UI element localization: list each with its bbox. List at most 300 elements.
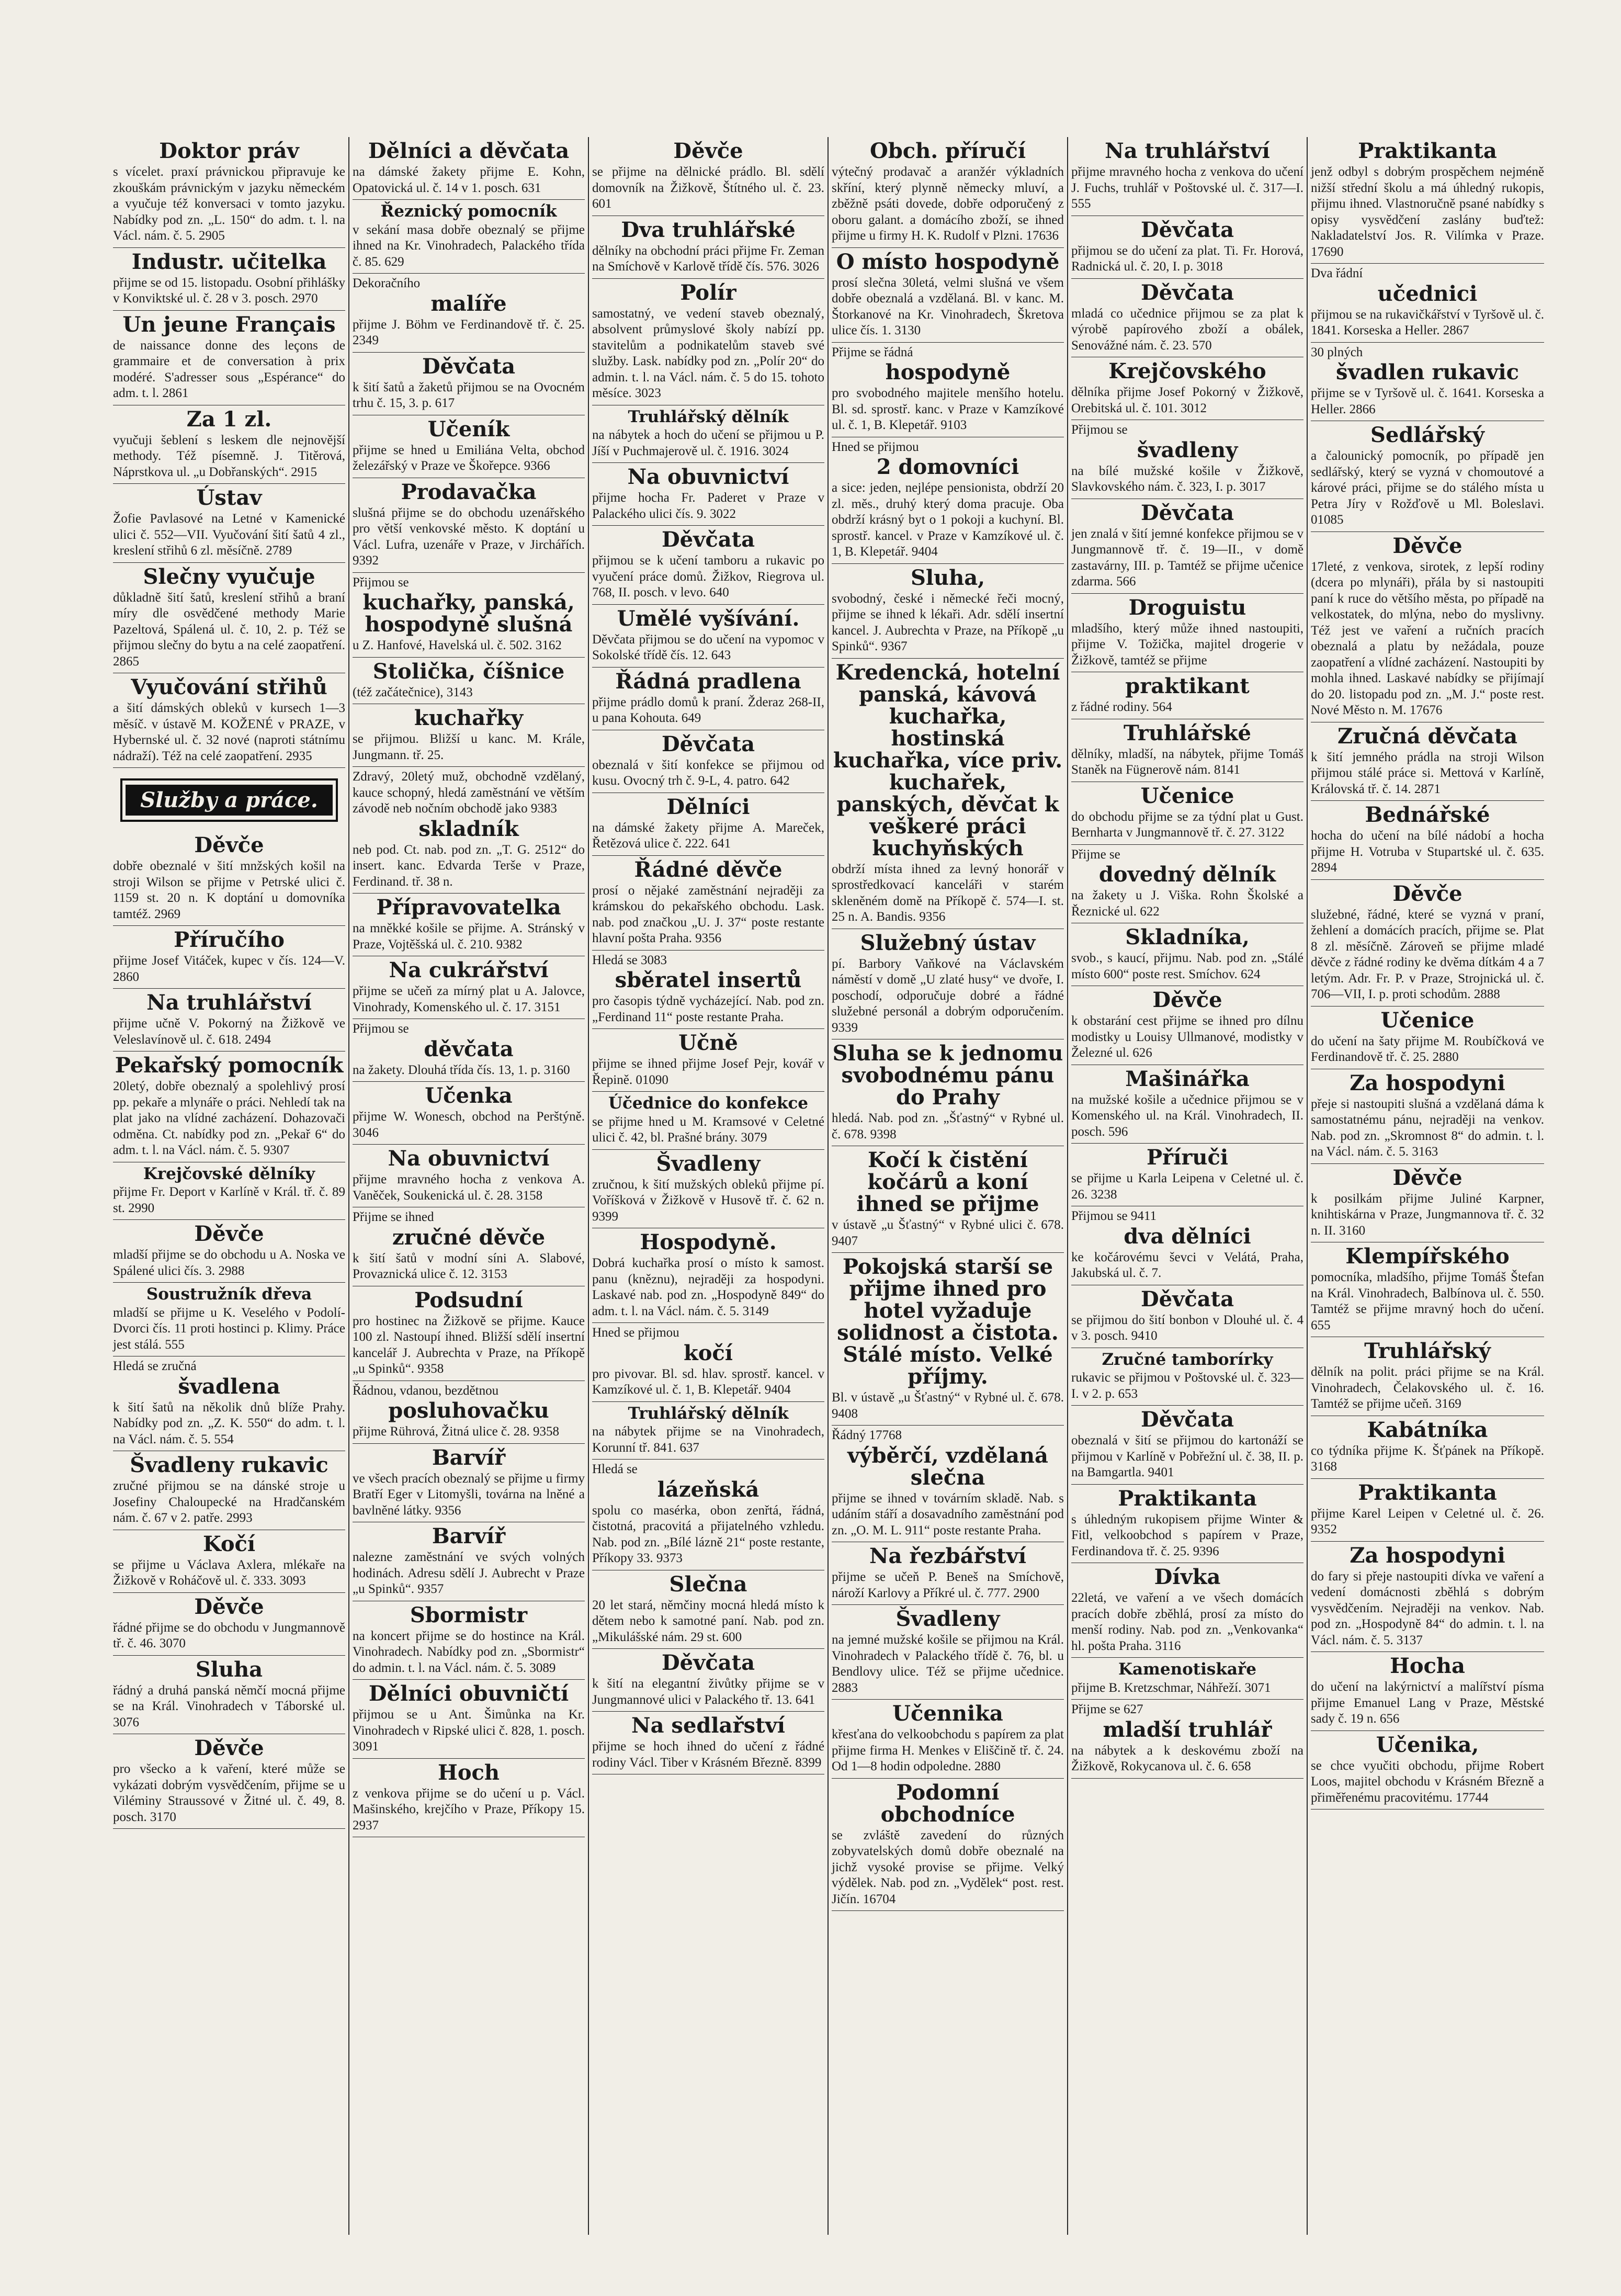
ad-text: na mužské košile a učednice přijmou se v Komenského ul. na Král. Vinohradech, II. posch. 596 [1071, 1092, 1303, 1139]
ad-heading: Kamenotiskaře [1118, 1660, 1256, 1679]
classified-ad [1071, 845, 1303, 924]
ad-text: k šití na elegantní živůtky přijme se v Jungmannové ulici v Palackého tř. 13. 641 [592, 1677, 824, 1707]
ad-heading: Učně [678, 1031, 738, 1056]
ad-heading: Zručná děvčata [1337, 723, 1517, 749]
classified-ad [1311, 880, 1544, 1006]
classified-ad [113, 1220, 345, 1283]
ad-text: ve všech pracích obeznalý se přijme u firmy Bratří Eger v Litomyšli, továrna na lněné a bavlněné látky. 9356 [353, 1471, 585, 1518]
classified-ad [832, 1542, 1064, 1605]
classified-ad [1311, 1731, 1544, 1810]
ad-text: přijme Karel Leipen v Celetné ul. č. 26. 9352 [1311, 1506, 1544, 1536]
classified-ad [592, 951, 824, 1030]
classified-ad [353, 1680, 585, 1759]
ad-heading: sběratel insertů [615, 968, 802, 993]
ad-heading: Industr. učitelka [131, 249, 327, 274]
classified-ad [1311, 1337, 1544, 1416]
ad-heading: Děvčata [1140, 1407, 1234, 1432]
classified-ad [113, 248, 345, 311]
ad-text: 17leté, z venkova, sirotek, z lepší rodiny (dcera po mlynáři), přála by si nastoupiti paní k ruce do většího města, po případě na velkostatek, do mlýna, nebo do myslivny. Též jest ve vaření a ručních pracích obeznalá a platu by nežádala, pouze zaopatření a vlídné zacházení. Nastoupiti by mohla ihned. Laskavé nabídky se přijímají do 20. listopadu pod zn. „M. J.“ poste rest. Nové Město n. M. 17676 [1311, 559, 1544, 717]
ad-text: obeznalá v šití se přijmou do kartonáží se přijmou v Karlíně v Pobřežní ul. č. 38, II. p. na Bamgartla. 9401 [1071, 1433, 1303, 1480]
classified-ad [353, 415, 585, 478]
classified-ad [832, 1426, 1064, 1542]
ad-text: dělníky na obchodní práci přijme Fr. Zeman na Smíchově v Karlově třídě čís. 576. 3026 [592, 243, 824, 274]
ad-text: vyučuji šeblení s leskem dle nejnovější methody. Též písemně. J. Titěrová, Náprstkova ul. „u Dobřanských“. 2915 [113, 433, 345, 479]
ad-text: k šití jemného prádla na stroji Wilson přijmou stálé práce si. Mettová v Karlíně, Královská tř. č. 14. 2871 [1311, 750, 1544, 796]
classified-ad [592, 1029, 824, 1092]
ad-heading: Na řezbářství [869, 1544, 1027, 1568]
ad-text: mladšího, který může ihned nastoupiti, přijme V. Tožička, majitel drogerie v Žižkově, tamtéž se přijme [1071, 621, 1303, 668]
classified-ad [592, 1228, 824, 1323]
ad-text: 22letá, ve vaření a ve všech domácích pracích dobře zběhlá, prosí za místo do menší rodiny. Nab. pod zn. „Venkovanka“ hl. pošta Praha. 3116 [1071, 1591, 1303, 1653]
ad-heading: Truhlářský dělník [628, 1404, 789, 1423]
ad-heading: lázeňská [657, 1477, 760, 1502]
ad-heading: Děvčata [1140, 217, 1234, 242]
ad-heading: švadlena [178, 1374, 280, 1399]
ad-text: pro svobodného majitele menšího hotelu. Bl. sd. sprostř. kanc. v Praze v Kamzíkové ul. č. 1, B. Klepetář. 9103 [832, 386, 1064, 432]
ad-text: k obstarání cest přijme se ihned pro dílnu modistky u Louisy Ullmanové, modistky v Železné ul. 626 [1071, 1014, 1303, 1060]
classified-ad [1071, 1144, 1303, 1206]
ad-text: s vícelet. praxí právnickou připravuje ke zkouškám právnickým v jazyku německém a vyučuje též konversaci v tomto jazyku. Nabídky pod zn. „L. 150“ do adm. t. l. na Václ. nám. č. 5. 2905 [113, 165, 345, 243]
ad-heading: kuchařky, panská, hospodyně slušná [362, 590, 575, 637]
classified-ad [1311, 421, 1544, 532]
ad-text: Děvčata přijmou se do učení na vypomoc v Sokolské třídě čís. 12. 643 [592, 632, 824, 663]
ad-text: dělníky, mladší, na nábytek, přijme Tomáš Staněk na Fügnerově nám. 8141 [1071, 747, 1303, 777]
classified-ad [353, 353, 585, 415]
ad-heading: Sluha, [910, 565, 985, 590]
ad-heading: Učenice [1380, 1008, 1475, 1033]
ad-text: nalezne zaměstnání ve svých volných hodinách. Adresu sdělí J. Aubrecht v Praze „u Spinků“. 9357 [353, 1550, 585, 1597]
classified-ad [592, 1712, 824, 1774]
classified-ad [1071, 420, 1303, 499]
ad-heading: Truhlářský [1364, 1339, 1491, 1363]
ad-heading: Děvče [1392, 881, 1463, 906]
ad-lead: Přijmou se [353, 1022, 409, 1036]
ad-text: do fary si přeje nastoupiti dívka ve vaření a vedení domácnosti zběhlá s dobrým vysvědčením. Nejraději na venkov. Nab. pod zn. „Hospodyně 84“ do admin. t. l. na Václ. nám. č. 5. 3137 [1311, 1569, 1544, 1647]
ad-text: se přijme na dělnické prádlo. Bl. sdělí domovník na Žižkově, Štítného ul. č. 23. 601 [592, 165, 824, 211]
ad-text: na nábytek přijme se na Vinohradech, Korunní tř. 841. 637 [592, 1424, 824, 1455]
ad-heading: hospodyně [885, 360, 1011, 384]
ad-lead: Přijmou se [1071, 423, 1128, 437]
classified-ad [1071, 923, 1303, 986]
classified-ad [113, 1656, 345, 1735]
classified-ad [1071, 719, 1303, 782]
ad-text: prosí o nějaké zaměstnání nejraději za krámskou do pekařského obchodu. Lask. nab. pod značkou „U. J. 37“ poste restante hlavní pošta Praha. 9356 [592, 883, 824, 946]
ad-heading: Příruči [1146, 1145, 1229, 1170]
ad-text: Bl. v ústavě „u Šťastný“ v Rybné ul. č. 678. 9408 [832, 1390, 1064, 1421]
classified-ad [1311, 1164, 1544, 1243]
classified-ad [832, 1700, 1064, 1779]
ad-text: jenž odbyl s dobrým prospěchem nejméně nižší střední školu a má úhledný rukopis, přijmu ihned. Vlastnoručně psané nabídky s opisy vysvědčení zaslány buďtež: Nakladatelství Jos. R. Vilímka v Praze. 17690 [1311, 165, 1544, 259]
ad-text: se přijme u Karla Leipena v Celetné ul. č. 26. 3238 [1071, 1171, 1303, 1202]
ad-text: se přijmou do šití bonbon v Dlouhé ul. č. 4 v 3. posch. 9410 [1071, 1313, 1303, 1343]
ad-heading: Děvčata [1140, 1286, 1234, 1311]
ad-heading: Krejčovské dělníky [143, 1164, 315, 1183]
ad-text: mladší se přijme u K. Veselého v Podolí-Dvorci čís. 11 proti hostinci p. Klimy. Práce jest stálá. 555 [113, 1305, 345, 1352]
ad-heading: Řádná pradlena [615, 669, 801, 694]
ad-heading: Za hospodyni [1350, 1543, 1505, 1568]
ad-text: hledá. Nab. pod zn. „Šťastný“ v Rybné ul. č. 678. 9398 [832, 1111, 1064, 1141]
classified-ad [1071, 499, 1303, 594]
ad-text: důkladně šití šatů, kreslení střihů a braní míry dle osvědčené methody Marie Pazeltová, Spálená ul. č. 10, 2. p. Též se přijmou slečny do bytu a na celé zaopatření. 2865 [113, 590, 345, 669]
classified-ad [1311, 722, 1544, 801]
ad-text: dělník na polit. práci přijme se na Král. Vinohradech, Čelakovského ul. č. 16. Tamtéž se přijme učeň. 3169 [1311, 1365, 1544, 1411]
ad-lead: Přijmou se [353, 575, 409, 590]
ad-text: přijme se od 15. listopadu. Osobní přihlášky v Konviktské ul. č. 28 v 3. posch. 2970 [113, 275, 345, 306]
ad-heading: kočí [684, 1340, 733, 1365]
classified-ad [353, 704, 585, 767]
classified-ad [832, 1253, 1064, 1426]
ad-text: pomocníka, mladšího, přijme Tomáš Štefan na Král. Vinohradech, Balbínova ul. č. 550. Tamtéž se přijme mravný hoch do učení. 655 [1311, 1270, 1544, 1332]
ad-heading: Kočí k čistění kočárů a koní ihned se přijme [856, 1148, 1039, 1216]
ad-text: neb pod. Ct. nab. pod zn. „T. G. 2512“ do insert. kanc. Edvarda Terše v Praze, Ferdinand. tř. 38 n. [353, 842, 585, 889]
classified-ad [353, 893, 585, 956]
ad-text: přijme se ihned přijme Josef Pejr, kovář v Řepině. 01090 [592, 1057, 824, 1087]
ad-heading: Mašinářka [1125, 1066, 1250, 1091]
ad-heading: Skladníka, [1125, 925, 1250, 949]
ad-heading: Truhlářské [1124, 720, 1251, 745]
ad-text: přijmou se k učení tamboru a rukavic po vyučení práce domů. Žižkov, Riegrova ul. 768, II. posch. v levo. 640 [592, 553, 824, 600]
classified-ad [1311, 1479, 1544, 1542]
classified-ad [1071, 1700, 1303, 1779]
ad-heading: Příručího [174, 928, 285, 952]
ad-text: přijme W. Wonesch, obchod na Perštýně. 3046 [353, 1110, 585, 1140]
classified-ad [592, 605, 824, 668]
ad-heading: Děvče [1392, 1165, 1463, 1190]
ad-heading: Barvíř [432, 1445, 506, 1470]
classified-ad [832, 248, 1064, 343]
classified-ad [1071, 216, 1303, 279]
ad-heading: Slečny vyučuje [143, 564, 315, 589]
classified-ad [113, 484, 345, 563]
ad-text: jen znalá v šití jemné konfekce přijmou se v Jungmannově tř. č. 19—II., v domě zastavárny, III. p. Tamtéž se přijme učenice zdarma. 566 [1071, 526, 1303, 589]
classified-ad [592, 1402, 824, 1460]
classified-ad [113, 1356, 345, 1451]
classified-ad [353, 956, 585, 1019]
classified-ad [113, 311, 345, 405]
ad-text: do obchodu přijme se za týdní plat u Gust. Bernharta v Jungmannově tř. č. 27. 3122 [1071, 809, 1303, 840]
classified-ad [1311, 801, 1544, 880]
classified-ad [592, 526, 824, 605]
ad-heading: Droguistu [1128, 595, 1246, 620]
ad-heading: Bednářské [1365, 802, 1490, 827]
classified-ad [353, 1522, 585, 1601]
classified-ad [832, 437, 1064, 564]
ad-heading: skladník [418, 816, 519, 841]
classified-ad [1311, 1006, 1544, 1069]
ad-text: řádný a druhá panská němčí mocná přijme se na Král. Vinohradech v Táborské ul. 3076 [113, 1683, 345, 1729]
ad-text: na nábytek a hoch do učení se přijmou u P. Jíší v Puchmajerově ul. č. 1916. 3024 [592, 428, 824, 458]
classified-ad [592, 1460, 824, 1570]
ad-text: na dámské žakety přijme A. Mareček, Řetězová ulice č. 222. 641 [592, 820, 824, 851]
ad-heading: Švadleny [895, 1607, 1000, 1631]
classified-ad [592, 1092, 824, 1150]
ad-text: v sekání masa dobře obeznalý se přijme ihned na Kr. Vinohradech, Palackého třída č. 85. 629 [353, 222, 585, 269]
ad-text: k šití šatů v modní síni A. Slabové, Provaznická ulice č. 12. 3153 [353, 1251, 585, 1282]
ad-heading: Dělníci obuvničtí [368, 1681, 569, 1706]
classified-ad [1071, 279, 1303, 358]
ad-lead: Zdravý, 20letý muž, obchodně vzdělaný, kauce schopný, hledá zaměstnání ve větším závodě neb nočním obchodě jako 9383 [353, 770, 585, 816]
ad-heading: Hocha [1390, 1654, 1465, 1678]
classified-ad [832, 343, 1064, 437]
classified-ad [1311, 137, 1544, 264]
classified-ad [113, 1283, 345, 1356]
ad-text: pro hostinec na Žižkově se přijme. Kauce 100 zl. Nastoupí ihned. Bližší sdělí insertní kancelář J. Aubrechta v Praze, na Příkopě „u Spinků“. 9358 [353, 1314, 585, 1376]
classified-ad [1071, 672, 1303, 719]
ad-text: přijme hocha Fr. Paderet v Praze v Palackého ulici čís. 9. 3022 [592, 491, 824, 521]
classified-ad [353, 1019, 585, 1082]
classified-ad [592, 1323, 824, 1402]
ad-heading: Děvče [673, 139, 743, 163]
ad-heading: 2 domovníci [876, 455, 1019, 479]
ad-text: do učení na šaty přijme M. Roubíčková ve Ferdinandově tř. č. 25. 2880 [1311, 1034, 1544, 1064]
classified-ad [1311, 1069, 1544, 1164]
ad-heading: Učeník [427, 416, 510, 442]
section-header: Služby a práce. [126, 785, 333, 816]
ad-heading: švadleny [1137, 437, 1238, 462]
ad-heading: Děvče [1152, 988, 1222, 1012]
ad-heading: Na truhlářství [1105, 139, 1270, 163]
ad-heading: Dívka [1154, 1565, 1221, 1590]
ad-text: u Z. Hanfové, Havelská ul. č. 502. 3162 [353, 638, 562, 653]
classified-ad [113, 1051, 345, 1162]
ad-heading: zručné děvče [392, 1225, 546, 1250]
column-2 [349, 137, 589, 2235]
ad-text: obdrží místa ihned za levný honorář v sprostředkovací kanceláři v starém skleněném domě na Příkopě č. 574—I. st. 25 n. A. Bandis. 9356 [832, 862, 1064, 924]
ad-text: k šití šatů a žaketů přijmou se na Ovocném trhu č. 15, 3. p. 617 [353, 380, 585, 411]
classified-columns [110, 137, 1548, 2235]
ad-text: mladší přijme se do obchodu u A. Noska ve Spálené ulici čís. 3. 2988 [113, 1248, 345, 1278]
ad-text: dobře obeznalé v šití mnžských košil na stroji Wilson se přijme v Petrské ulici č. 1159 st. 20 n. K doptání u domovníka tamtéž. 2969 [113, 859, 345, 921]
classified-ad [353, 1145, 585, 1207]
ad-heading: O místo hospodyně [836, 249, 1060, 274]
ad-text: z venkova přijme se do učení u p. Václ. Mašinského, krejčího v Praze, Příkopy 15. 2937 [353, 1786, 585, 1833]
ad-heading: Děvčata [422, 354, 516, 379]
ad-text: řádné přijme se do obchodu v Jungmannově tř. č. 46. 3070 [113, 1620, 345, 1651]
ad-text: se přijme hned u M. Kramsové v Celetné ulici č. 42, bl. Prašné brány. 3079 [592, 1114, 824, 1145]
ad-text: co týdníka přijme K. Šťpánek na Příkopě. 3168 [1311, 1443, 1544, 1474]
ad-lead: Přijmou se 9411 [1071, 1209, 1157, 1223]
classified-ad [832, 1779, 1064, 1912]
ad-heading: Sbormistr [410, 1602, 528, 1627]
classified-ad [1071, 1065, 1303, 1144]
ad-text: spolu co masérka, obon zenřtá, řádná, čistotná, pracovitá a přijatelného vzhledu. Nab. pod zn. „Bílé lázně 21“ poste restante, Příkopy 33. 9373 [592, 1503, 824, 1566]
classified-ad [353, 1207, 585, 1286]
ad-heading: Děvče [194, 1221, 264, 1247]
classified-ad [353, 478, 585, 573]
ad-heading: Doktor práv [159, 139, 299, 163]
classified-ad [832, 564, 1064, 659]
ad-heading: Na obuvnictví [627, 465, 789, 490]
ad-heading: Barvíř [432, 1524, 506, 1549]
ad-heading: Děvčata [661, 1650, 755, 1676]
ad-heading: Polír [680, 280, 736, 305]
ad-text: přijme mravného hocha z venkova A. Vaněček, Soukenická ul. č. 28. 3158 [353, 1172, 585, 1203]
ad-heading: Hoch [438, 1760, 500, 1785]
ad-heading: Služebný ústav [860, 930, 1036, 955]
classified-ad [113, 1162, 345, 1220]
ad-heading: Obch. příručí [869, 139, 1026, 163]
classified-ad [353, 1444, 585, 1523]
ad-lead: Přijme se řádná [832, 345, 913, 359]
ad-heading: Krejčovského [1108, 359, 1266, 383]
ad-text: na bílé mužské košile v Žižkově, Slavkovského nám. č. 323, I. p. 3017 [1071, 463, 1303, 494]
classified-ad [1071, 986, 1303, 1065]
classified-ad [1071, 1406, 1303, 1485]
classified-ad [592, 1649, 824, 1712]
ad-heading: Ústav [196, 485, 262, 510]
classified-ad [1071, 1206, 1303, 1285]
ad-heading: praktikant [1125, 674, 1250, 698]
ad-heading: Kredencká, hotelní panská, kávová kuchařka, hostinská kuchařka, více priv. kuchařek, panských, děvčat k veškeré práci kuchyňských [833, 660, 1063, 861]
ad-text: k posilkám přijme Juliné Karpner, knihtiskárna v Praze, Jungmannova tř. č. 32 n. II. 3160 [1311, 1191, 1544, 1238]
ad-text: na žakety u J. Viška. Rohn Školské a Řeznické ul. 622 [1071, 888, 1303, 919]
ad-text: výtečný prodavač a aranžér výkladních skříní, který plynně německy mluví, a zběžně psáti dovede, dobře odporučený z oboru galant. a domácího zboží, se ihned přijme u firmy H. K. Rudolf v Plzni. 17636 [832, 165, 1064, 243]
classified-ad [592, 1570, 824, 1649]
ad-text: přijme prádlo domů k praní. Žderaz 268-II, u pana Kohouta. 649 [592, 695, 824, 726]
classified-ad [113, 831, 345, 926]
classified-ad [592, 216, 824, 279]
ad-text: s úhledným rukopisem přijme Winter & Fitl, velkoobchod s papírem v Praze, Ferdinandova tř. č. 25. 9396 [1071, 1512, 1303, 1558]
ad-heading: Truhlářský dělník [628, 407, 789, 426]
ad-text: přijmou se do učení za plat. Ti. Fr. Horová, Radnická ul. č. 20, I. p. 3018 [1071, 243, 1303, 274]
classified-ad [113, 563, 345, 674]
ad-text: dělníka přijme Josef Pokorný v Žižkově, Orebitská ul. č. 101. 3012 [1071, 385, 1303, 415]
ad-lead: Řádnou, vdanou, bezdětnou [353, 1383, 499, 1398]
ad-heading: Na cukrářství [389, 958, 549, 983]
ad-text: pro všecko a k vaření, které může se vykázati dobrým vysvědčením, přijme se u Viléminy Straussové v Žitné ul. č. 49, 8. posch. 3170 [113, 1762, 345, 1824]
classified-ad [1311, 532, 1544, 722]
ad-text: přijme se ihned v továrním skladě. Nab. s udáním stáří a dosavadního zaměstnání pod zn. „O. M. L. 911“ poste restante Praha. [832, 1491, 1064, 1537]
ad-lead: Hned se přijmou [592, 1326, 679, 1340]
classified-ad [592, 137, 824, 216]
classified-ad [1071, 137, 1303, 216]
ad-text: na dámské žakety přijme E. Kohn, Opatovická ul. č. 14 v 1. posch. 631 [353, 165, 585, 195]
ad-heading: Děvčata [1140, 500, 1234, 525]
ad-heading: Vyučování střihů [131, 675, 327, 699]
ad-text: přijmou se u Ant. Šimůnka na Kr. Vinohradech v Ripské ulici č. 828, 1. posch. 3091 [353, 1707, 585, 1754]
classified-ad [832, 659, 1064, 929]
classified-ad [832, 929, 1064, 1040]
ad-text: a sice: jeden, nejlépe pensionista, obdrží 20 zl. měs., druhý který doma pracuje. Oba obdrží krásný byt o 1 pokoji a kuchyní. Bl. sprostř. kancel. v Praze v Kamzíkové ul. č. 1, B. Klepetář. 9404 [832, 481, 1064, 559]
ad-heading: Na sedlařství [631, 1713, 785, 1738]
ad-heading: výběrčí, vzdělaná slečna [847, 1443, 1048, 1490]
ad-heading: Pokojská starší se přijme ihned pro hotel vyžaduje solidnost a čistota. Stálé místo. Velké příjmy. [837, 1254, 1059, 1389]
ad-text: Žofie Pavlasové na Letné v Kamenické ulici č. 552—VII. Vyučování šití šatů 4 zl., kreslení střihů 6 zl. měsíčně. 2789 [113, 512, 345, 558]
ad-text: ke kočárovému ševci v Velátá, Praha, Jakubská ul. č. 7. [1071, 1250, 1303, 1280]
ad-heading: Dělníci [666, 794, 750, 819]
ad-heading: Učenice [1140, 783, 1234, 808]
ad-heading: Dělníci a děvčata [368, 139, 570, 163]
classified-ad [1311, 343, 1544, 422]
ad-text: samostatný, ve vedení staveb obeznalý, absolvent průmyslové školy nabízí pp. stavitelům a podnikatelům staveb své služby. Lask. nabídky pod zn. „Polír 20“ do admin. t. l. na Václ. nám. č. 5 do 15. tohoto měsíce. 3023 [592, 306, 824, 400]
ad-text: rukavic se přijmou v Poštovské ul. č. 323—I. v 2. p. 653 [1071, 1371, 1303, 1401]
ad-text: na nábytek a k deskovému zboží na Žižkově, Rokycanova ul. č. 6. 658 [1071, 1743, 1303, 1774]
classified-ad [353, 200, 585, 274]
ad-text: přijme Rührová, Žitná ulice č. 28. 9358 [353, 1424, 560, 1439]
column-1 [110, 137, 349, 2235]
ad-heading: Umělé vyšívání. [617, 606, 800, 631]
classified-ad [113, 1451, 345, 1530]
classified-ad [113, 673, 345, 768]
classified-ad [832, 137, 1064, 248]
ad-text: křesťana do velkoobchodu s papírem za plat přijme firma H. Menkes v Eliščině tř. č. 24. Od 1—8 hodin odpoledne. 2880 [832, 1727, 1064, 1773]
classified-ad [113, 926, 345, 989]
classified-ad [353, 1601, 585, 1680]
ad-lead: Přijme se ihned [353, 1210, 434, 1225]
ad-heading: Zručné tamborírky [1102, 1350, 1273, 1369]
ad-text: (též začátečnice), 3143 [353, 685, 473, 699]
ad-text: přijme mravného hocha z venkova do učení J. Fuchs, truhlář v Poštovské ul. č. 317—I. 555 [1071, 165, 1303, 211]
ad-text: zručnou, k šití mužských obleků přijme pí. Voříšková v Žižkově v Husově tř. č. 62 n. 9399 [592, 1177, 824, 1224]
ad-text: svobodný, české i německé řeči mocný, přijme se ihned k lékaři. Adr. sdělí insertní kancel. J. Aubrechta v Praze, na Příkopě „u Spinků“. 9367 [832, 591, 1064, 653]
ad-text: 20 let stará, němčiny mocná hledá místo k dětem nebo k samotné paní. Nab. pod zn. „Mikulášské nám. 29 st. 600 [592, 1598, 824, 1644]
ad-text: k šití šatů na několik dnů blíže Prahy. Nabídky pod zn. „Z. K. 550“ do adm. t. l. na Václ. nám. č. 5. 554 [113, 1400, 345, 1446]
ad-heading: Sluha se k jednomu svobodnému pánu do Prahy [832, 1041, 1063, 1110]
ad-text: obeznalá v šití konfekce se přijmou od kusu. Ovocný trh č. 9-L, 4. patro. 642 [592, 757, 824, 788]
classified-ad [353, 573, 585, 658]
ad-heading: Hospodyně. [640, 1230, 777, 1255]
classified-ad [353, 1082, 585, 1145]
ad-text: přijme se hoch ihned do učení z řádné rodiny Václ. Tiber v Krásném Březně. 8399 [592, 1739, 824, 1770]
classified-ad [832, 1146, 1064, 1253]
classified-ad [592, 730, 824, 793]
classified-ad [1311, 264, 1544, 343]
classified-ad [1071, 1563, 1303, 1658]
ad-heading: Stolička, číšnice [372, 659, 565, 684]
ad-heading: švadlen rukavic [1336, 360, 1519, 384]
ad-text: slušná přijme se do obchodu uzenářského pro větší venkovské město. K doptání u Václ. Lufra, uzenáře v Praze, v Jirchářích. 9392 [353, 505, 585, 568]
classified-ad [1071, 1285, 1303, 1348]
classified-ad [1311, 1242, 1544, 1337]
ad-text: přijme učně V. Pokorný na Žižkově ve Veleslavínově ul. č. 618. 2494 [113, 1016, 345, 1047]
ad-text: v ústavě „u Šťastný“ v Rybné ulici č. 678. 9407 [832, 1218, 1064, 1248]
ad-heading: Děvče [194, 1736, 264, 1761]
classified-ad [1311, 1416, 1544, 1479]
classified-ad [1071, 594, 1303, 673]
ad-heading: Prodavačka [401, 479, 537, 504]
ad-heading: Děvčata [661, 731, 755, 756]
classified-ad [1311, 1542, 1544, 1653]
classified-ad [353, 1759, 585, 1838]
ad-text: mladá co učednice přijmou se za plat k výrobě papírového zboží a obálek, Senovážné nám. č. 23. 570 [1071, 306, 1303, 353]
classified-ad [592, 405, 824, 463]
classified-ad [113, 1593, 345, 1656]
ad-heading: Kočí [202, 1531, 256, 1556]
ad-heading: mladší truhlář [1103, 1717, 1272, 1742]
classified-ad [592, 793, 824, 856]
classified-ad [113, 989, 345, 1051]
classified-ad [1071, 1658, 1303, 1700]
ad-lead: Přijme se [1071, 847, 1120, 862]
classified-ad [113, 1530, 345, 1593]
classified-ad [113, 405, 345, 484]
ad-heading: Děvče [194, 1594, 264, 1619]
ad-heading: kuchařky [414, 706, 524, 731]
classified-ad [353, 1381, 585, 1444]
ad-heading: Děvče [1392, 533, 1463, 558]
classified-ad [592, 856, 824, 951]
column-4 [829, 137, 1068, 2235]
ad-text: na jemné mužské košile se přijmou na Král. Vinohradech v Palackého třídě č. 76, bl. u Bendlovy ulice. Též se přijme učednice. 2883 [832, 1633, 1064, 1695]
ad-heading: Podomní obchodníce [880, 1780, 1015, 1827]
ad-heading: Učenka [425, 1083, 513, 1109]
ad-heading: Klempířského [1345, 1244, 1510, 1269]
classified-ad [353, 658, 585, 705]
classified-ad [113, 1734, 345, 1829]
ad-text: se přijme u Václava Axlera, mlékaře na Žižkově v Roháčově ul. č. 333. 3093 [113, 1557, 345, 1588]
ad-text: přijmou se na rukavičkářství v Tyršově ul. č. 1841. Korseska a Heller. 2867 [1311, 307, 1544, 337]
classified-ad [592, 668, 824, 730]
